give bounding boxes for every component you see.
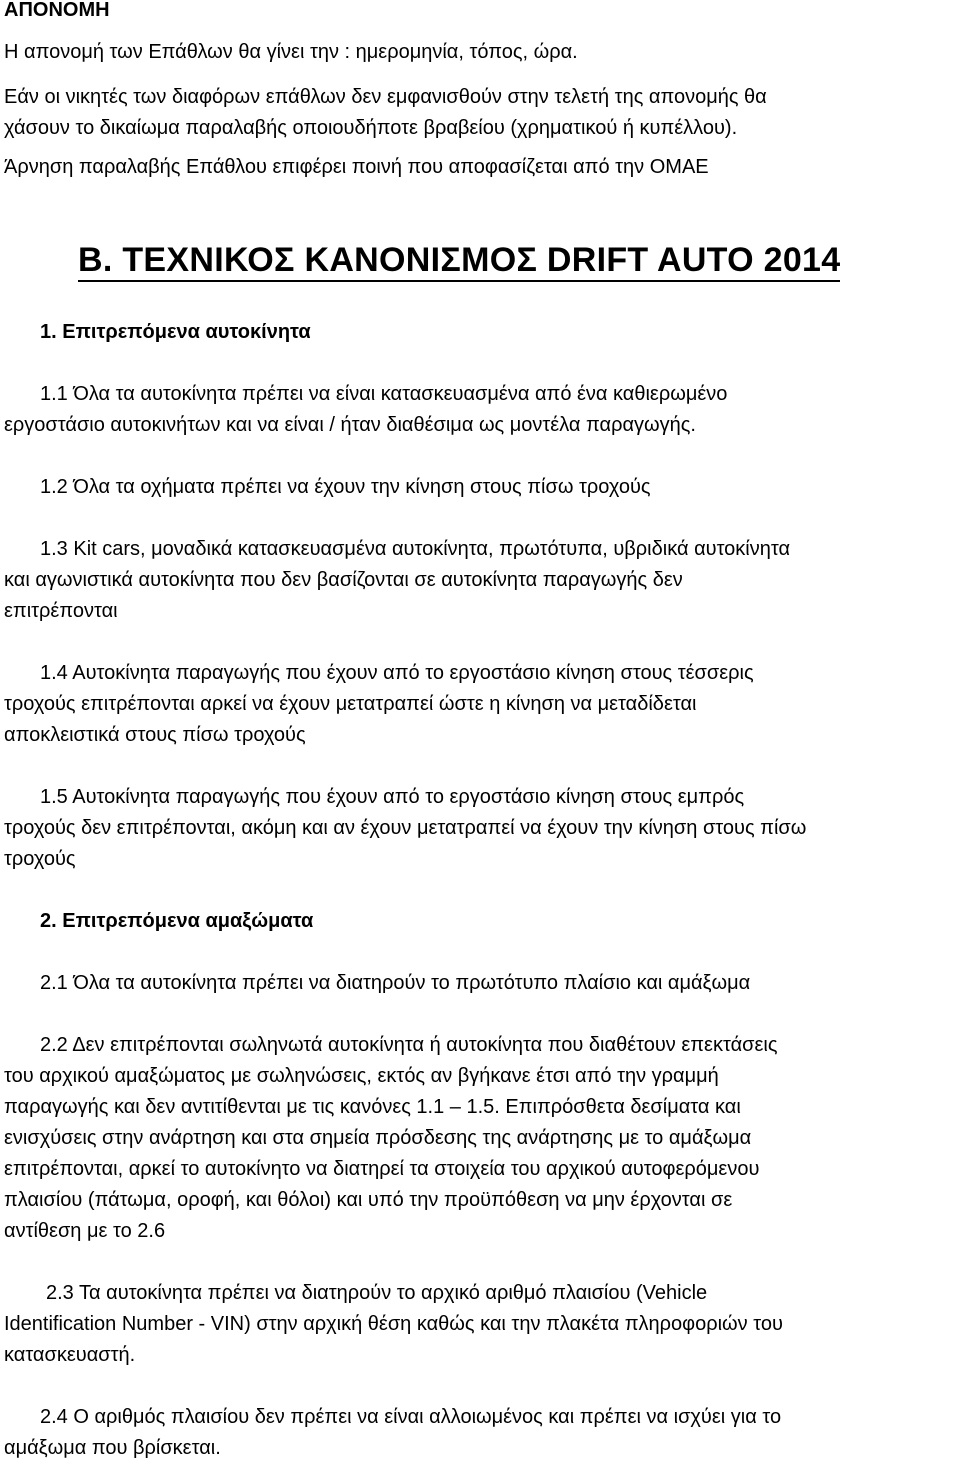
paragraph-2-3-line-3: κατασκευαστή. bbox=[4, 1344, 136, 1366]
paragraph-1-1-line-1: 1.1 Όλα τα αυτοκίνητα πρέπει να είναι κατασκευασμένα από ένα καθιερωμένο bbox=[40, 383, 728, 405]
paragraph-2-2-line-5: επιτρέπονται, αρκεί το αυτοκίνητο να διατηρεί τα στοιχεία του αρχικού αυτοφερόμενου bbox=[4, 1158, 760, 1180]
paragraph-1-3-line-3: επιτρέπονται bbox=[4, 600, 118, 622]
paragraph-2-2-line-6: πλαισίου (πάτωμα, οροφή, και θόλοι) και υπό την προϋπόθεση να μην έρχονται σε bbox=[4, 1189, 733, 1211]
paragraph-1-4-line-1: 1.4 Αυτοκίνητα παραγωγής που έχουν από το εργοστάσιο κίνηση στους τέσσερις bbox=[40, 662, 754, 684]
intro-line-2: Εάν οι νικητές των διαφόρων επάθλων δεν εμφανισθούν στην τελετή της απονομής θα bbox=[4, 86, 767, 108]
paragraph-2-3-line-2: Identification Number - VIN) στην αρχική θέση καθώς και την πλακέτα πληροφοριών του bbox=[4, 1313, 783, 1335]
paragraph-1-4-line-2: τροχούς επιτρέπονται αρκεί να έχουν μετατραπεί ώστε η κίνηση να μεταδίδεται bbox=[4, 693, 697, 715]
section-heading-apónomi: ΑΠΟΝΟΜΗ bbox=[4, 0, 110, 21]
paragraph-2-3-line-1: 2.3 Τα αυτοκίνητα πρέπει να διατηρούν το αρχικό αριθμό πλαισίου (Vehicle bbox=[46, 1282, 708, 1304]
intro-line-3: χάσουν το δικαίωμα παραλαβής οποιουδήποτε βραβείου (χρηματικού ή κυπέλλου). bbox=[4, 117, 738, 139]
paragraph-2-2-line-1: 2.2 Δεν επιτρέπονται σωληνωτά αυτοκίνητα ή αυτοκίνητα που διαθέτουν επεκτάσεις bbox=[40, 1034, 778, 1056]
intro-line-1: Η απονομή των Επάθλων θα γίνει την : ημερομηνία, τόπος, ώρα. bbox=[4, 41, 578, 63]
paragraph-2-1-line-1: 2.1 Όλα τα αυτοκίνητα πρέπει να διατηρούν το πρωτότυπο πλαίσιο και αμάξωμα bbox=[40, 972, 751, 994]
paragraph-1-1-line-2: εργοστάσιο αυτοκινήτων και να είναι / ήταν διαθέσιμα ως μοντέλα παραγωγής. bbox=[4, 414, 696, 436]
paragraph-1-2-line-1: 1.2 Όλα τα οχήματα πρέπει να έχουν την κίνηση στους πίσω τροχούς bbox=[40, 476, 651, 498]
paragraph-2-2-line-7: αντίθεση με το 2.6 bbox=[4, 1220, 166, 1242]
document-title: Β. ΤΕΧΝΙΚΟΣ ΚΑΝΟΝΙΣΜΟΣ DRIFT AUTO 2014 bbox=[78, 240, 840, 282]
section-2-heading: 2. Επιτρεπόμενα αμαξώματα bbox=[40, 910, 314, 932]
paragraph-2-2-line-4: ενισχύσεις στην ανάρτηση και στα σημεία πρόσδεσης της ανάρτησης με το αμάξωμα bbox=[4, 1127, 752, 1149]
intro-line-4: Άρνηση παραλαβής Επάθλου επιφέρει ποινή που αποφασίζεται από την ΟΜΑΕ bbox=[4, 156, 709, 178]
paragraph-1-5-line-3: τροχούς bbox=[4, 848, 76, 870]
paragraph-2-4-line-2: αμάξωμα που βρίσκεται. bbox=[4, 1437, 221, 1459]
paragraph-2-2-line-3: παραγωγής και δεν αντιτίθενται με τις κανόνες 1.1 – 1.5. Επιπρόσθετα δεσίματα και bbox=[4, 1096, 741, 1118]
paragraph-1-4-line-3: αποκλειστικά στους πίσω τροχούς bbox=[4, 724, 306, 746]
paragraph-1-3-line-1: 1.3 Kit cars, μοναδικά κατασκευασμένα αυτοκίνητα, πρωτότυπα, υβριδικά αυτοκίνητα bbox=[40, 538, 791, 560]
section-1-heading: 1. Επιτρεπόμενα αυτοκίνητα bbox=[40, 321, 311, 343]
paragraph-2-4-line-1: 2.4 Ο αριθμός πλαισίου δεν πρέπει να είναι αλλοιωμένος και πρέπει να ισχύει για το bbox=[40, 1406, 782, 1428]
paragraph-2-2-line-2: του αρχικού αμαξώματος με σωληνώσεις, εκτός αν βγήκανε έτσι από την γραμμή bbox=[4, 1065, 719, 1087]
paragraph-1-5-line-2: τροχούς δεν επιτρέπονται, ακόμη και αν έχουν μετατραπεί να έχουν την κίνηση στους πίσω bbox=[4, 817, 807, 839]
paragraph-1-3-line-2: και αγωνιστικά αυτοκίνητα που δεν βασίζονται σε αυτοκίνητα παραγωγής δεν bbox=[4, 569, 683, 591]
paragraph-1-5-line-1: 1.5 Αυτοκίνητα παραγωγής που έχουν από το εργοστάσιο κίνηση στους εμπρός bbox=[40, 786, 745, 808]
